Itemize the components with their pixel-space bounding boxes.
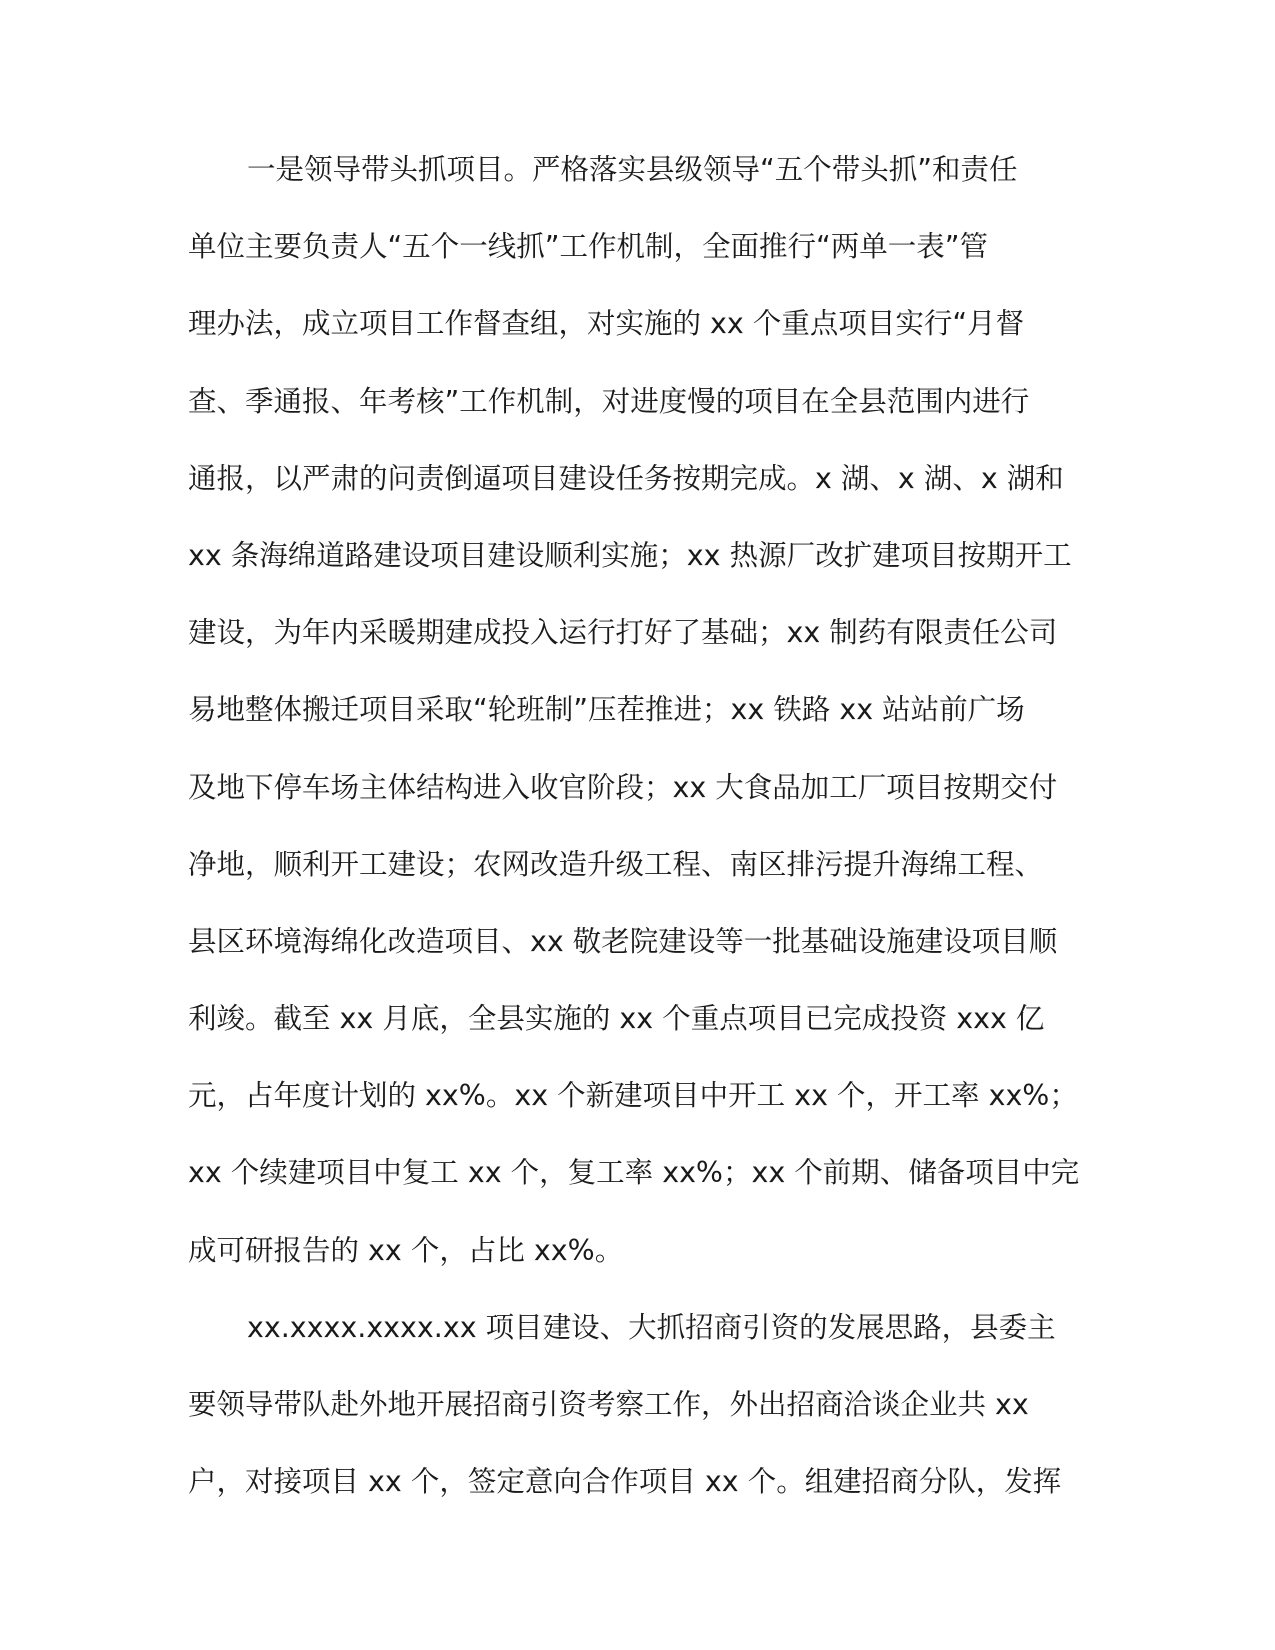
paragraph-2-line-2: 要领导带队赴外地开展招商引资考察工作，外出招商洽谈企业共 xx — [188, 1388, 1029, 1421]
paragraph-1-line-4: 查、季通报、年考核”工作机制，对进度慢的项目在全县范围内进行 — [188, 384, 1030, 418]
paragraph-1-line-7: 建设，为年内采暖期建成投入运行打好了基础；xx 制药有限责任公司 — [188, 616, 1058, 650]
paragraph-1-line-2: 单位主要负责人“五个一线抓”工作机制，全面推行“两单一表”管 — [188, 230, 989, 264]
paragraph-1-line-14: xx 个续建项目中复工 xx 个，复工率 xx%；xx 个前期、储备项目中完 — [188, 1156, 1080, 1190]
paragraph-2-line-1: xx.xxxx.xxxx.xx 项目建设、大抓招商引资的发展思路，县委主 — [247, 1310, 1056, 1344]
paragraph-1-line-1: 一是领导带头抓项目。严格落实县级领导“五个带头抓”和责任 — [247, 153, 1018, 186]
paragraph-1-line-3: 理办法，成立项目工作督查组，对实施的 xx 个重点项目实行“月督 — [188, 307, 1025, 341]
document-body — [188, 131, 1088, 1520]
paragraph-1-line-11: 县区环境海绵化改造项目、xx 敬老院建设等一批基础设施建设项目顺 — [188, 924, 1058, 958]
paragraph-1-line-12: 利竣。截至 xx 月底，全县实施的 xx 个重点项目已完成投资 xxx 亿 — [188, 1002, 1045, 1036]
paragraph-1-line-6: xx 条海绵道路建设项目建设顺利实施；xx 热源厂改扩建项目按期开工 — [188, 538, 1072, 572]
paragraph-1-line-13: 元，占年度计划的 xx%。xx 个新建项目中开工 xx 个，开工率 xx%； — [188, 1079, 1078, 1113]
paragraph-1-line-9: 及地下停车场主体结构进入收官阶段；xx 大食品加工厂项目按期交付 — [188, 770, 1058, 804]
paragraph-1-line-5: 通报，以严肃的问责倒逼项目建设任务按期完成。x 湖、x 湖、x 湖和 — [188, 461, 1064, 495]
paragraph-2-line-3: 户，对接项目 xx 个，签定意向合作项目 xx 个。组建招商分队，发挥 — [188, 1465, 1062, 1499]
paragraph-1-line-15: 成可研报告的 xx 个，占比 xx%。 — [188, 1233, 624, 1267]
paragraph-1-line-8: 易地整体搬迁项目采取“轮班制”压茬推进；xx 铁路 xx 站站前广场 — [188, 693, 1025, 727]
paragraph-1-line-10: 净地，顺利开工建设；农网改造升级工程、南区排污提升海绵工程、 — [188, 847, 1044, 881]
